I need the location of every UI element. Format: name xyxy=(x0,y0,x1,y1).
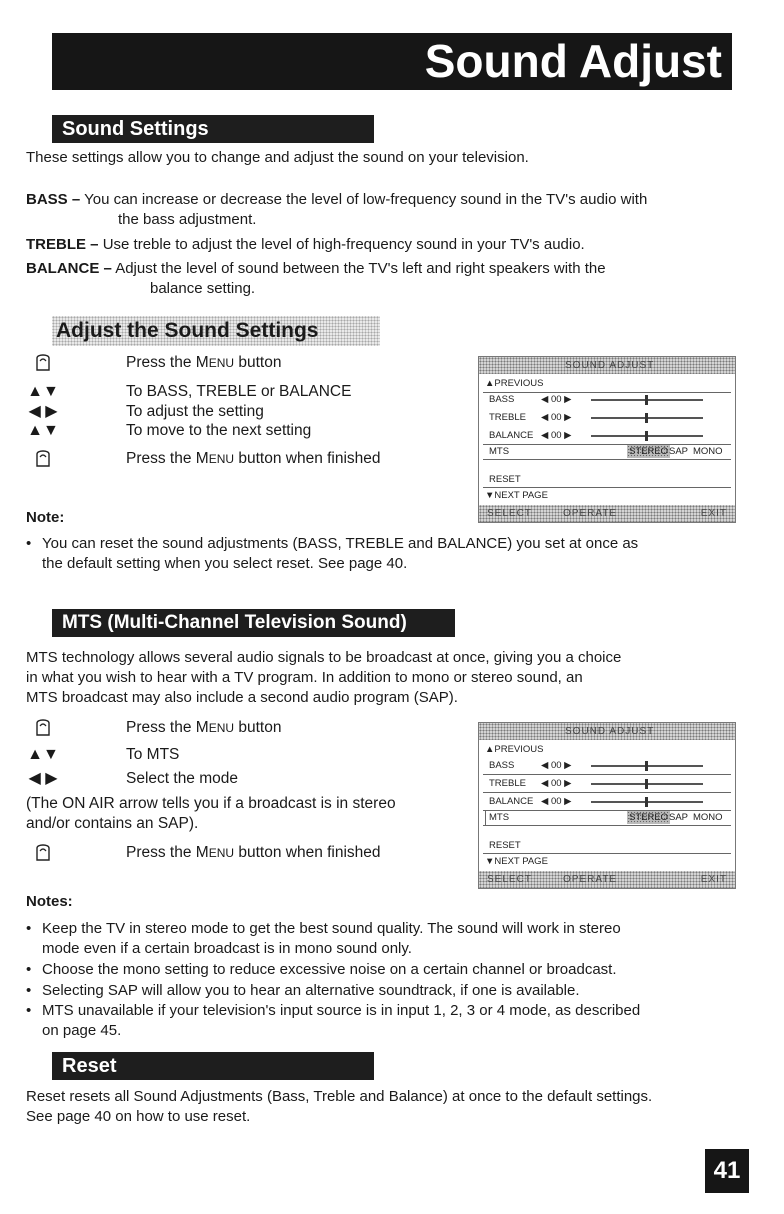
osd-mts: MTS xyxy=(489,446,510,457)
reset-text-cont: See page 40 on how to use reset. xyxy=(26,1108,251,1125)
osd-mts: MTS xyxy=(489,812,510,823)
balance-definition-cont: balance setting. xyxy=(150,280,256,297)
mts-step-4: Press the MENU button when finished xyxy=(126,844,381,861)
mts-note-1: Keep the TV in stereo mode to get the best sound quality. The sound will work in stereo xyxy=(42,920,621,937)
section-heading-sound-settings: Sound Settings xyxy=(52,115,374,143)
up-down-arrows-icon: ▲▼ xyxy=(27,422,59,439)
mts-note-2: Choose the mono setting to reduce excessive noise on a certain channel or broadcast. xyxy=(42,961,617,978)
page-title-bar xyxy=(52,33,732,90)
mts-intro-2: in what you wish to hear with a TV program. In addition to mono or stereo sound, an xyxy=(26,669,583,686)
left-right-arrows-icon: ◀ ▶ xyxy=(28,770,58,787)
osd-next-page: ▼NEXT PAGE xyxy=(485,856,548,867)
up-down-arrows-icon: ▲▼ xyxy=(27,383,59,400)
remote-icon xyxy=(26,352,60,374)
notes-label: Notes: xyxy=(26,893,73,910)
treble-definition: TREBLE – Use treble to adjust the level of high-frequency sound in your TV's audio. xyxy=(26,236,585,253)
on-air-note-cont: and/or contains an SAP). xyxy=(26,815,199,832)
up-down-arrows-icon: ▲▼ xyxy=(27,746,59,763)
osd-next-page: ▼NEXT PAGE xyxy=(485,490,548,501)
osd-balance: BALANCE xyxy=(489,796,534,807)
mts-step-2: To MTS xyxy=(126,746,180,763)
osd-balance: BALANCE xyxy=(489,430,534,441)
adjust-step-5: Press the MENU button when finished xyxy=(126,450,381,467)
reset-text: Reset resets all Sound Adjustments (Bass, Treble and Balance) at once to the default settings. xyxy=(26,1088,653,1105)
sound-adjust-osd-screen: SOUND ADJUST ▲PREVIOUS BASS ◀ 00 ▶ TREBLE ◀ 00 ▶ BALANCE ◀ 00 ▶ MTS STEREO SAP MONO RESET ▼NEXT PAGE SELECT OPERATE EXIT xyxy=(478,356,736,523)
osd-footer: SELECT OPERATE EXIT xyxy=(479,505,735,522)
mts-step-1: Press the MENU button xyxy=(126,719,282,736)
adjust-step-4: To move to the next setting xyxy=(126,422,312,439)
mts-intro-3: MTS broadcast may also include a second audio program (SAP). xyxy=(26,689,458,706)
page-title: Sound Adjust xyxy=(424,35,722,87)
bass-definition-cont: the bass adjustment. xyxy=(118,211,257,228)
adjust-step-2: To BASS, TREBLE or BALANCE xyxy=(126,383,352,400)
left-right-arrows-icon: ◀ ▶ xyxy=(28,403,58,420)
section-heading-mts: MTS (Multi-Channel Television Sound) xyxy=(52,609,455,637)
mts-note-1-cont: mode even if a certain broadcast is in mono sound only. xyxy=(42,940,412,957)
osd-previous: ▲PREVIOUS xyxy=(485,744,544,755)
osd-header: SOUND ADJUST xyxy=(479,357,735,374)
osd-bass: BASS xyxy=(489,394,515,405)
mts-step-3: Select the mode xyxy=(126,770,239,787)
osd-treble: TREBLE xyxy=(489,778,526,789)
on-air-note: (The ON AIR arrow tells you if a broadcast is in stereo xyxy=(26,795,396,812)
osd-reset: RESET xyxy=(489,474,521,485)
page-number: 41 xyxy=(705,1149,749,1193)
note-text: You can reset the sound adjustments (BASS, TREBLE and BALANCE) you set at once as xyxy=(42,535,639,552)
note-label: Note: xyxy=(26,509,65,526)
osd-reset: RESET xyxy=(489,840,521,851)
mts-intro: MTS technology allows several audio signals to be broadcast at once, giving you a choice xyxy=(26,649,622,666)
mts-osd-screen: SOUND ADJUST ▲PREVIOUS BASS ◀ 00 ▶ TREBLE ◀ 00 ▶ BALANCE ◀ 00 ▶ MTS STEREO SAP MONO RESET ▼NEXT PAGE SELECT OPERATE EXIT xyxy=(478,722,736,889)
osd-header: SOUND ADJUST xyxy=(479,723,735,740)
adjust-step-1: Press the MENU button xyxy=(126,354,282,371)
osd-previous: ▲PREVIOUS xyxy=(485,378,544,389)
note-text-cont: the default setting when you select reset. See page 40. xyxy=(42,555,408,572)
osd-treble: TREBLE xyxy=(489,412,526,423)
section-heading-adjust: Adjust the Sound Settings xyxy=(52,316,380,346)
mts-note-4-cont: on page 45. xyxy=(42,1022,122,1039)
section-heading-reset: Reset xyxy=(52,1052,374,1080)
remote-icon xyxy=(26,448,60,470)
adjust-step-3: To adjust the setting xyxy=(126,403,264,420)
balance-definition: BALANCE – Adjust the level of sound between the TV's left and right speakers with the xyxy=(26,260,606,277)
osd-bass: BASS xyxy=(489,760,515,771)
remote-icon xyxy=(26,842,60,864)
sound-settings-intro: These settings allow you to change and adjust the sound on your television. xyxy=(26,149,529,166)
mts-note-3: Selecting SAP will allow you to hear an alternative soundtrack, if one is available. xyxy=(42,982,580,999)
remote-icon xyxy=(26,717,60,739)
osd-footer: SELECT OPERATE EXIT xyxy=(479,871,735,888)
bass-definition: BASS – You can increase or decrease the level of low-frequency sound in the TV's audio with xyxy=(26,191,648,208)
mts-note-4: MTS unavailable if your television's input source is in input 1, 2, 3 or 4 mode, as described xyxy=(42,1002,641,1019)
